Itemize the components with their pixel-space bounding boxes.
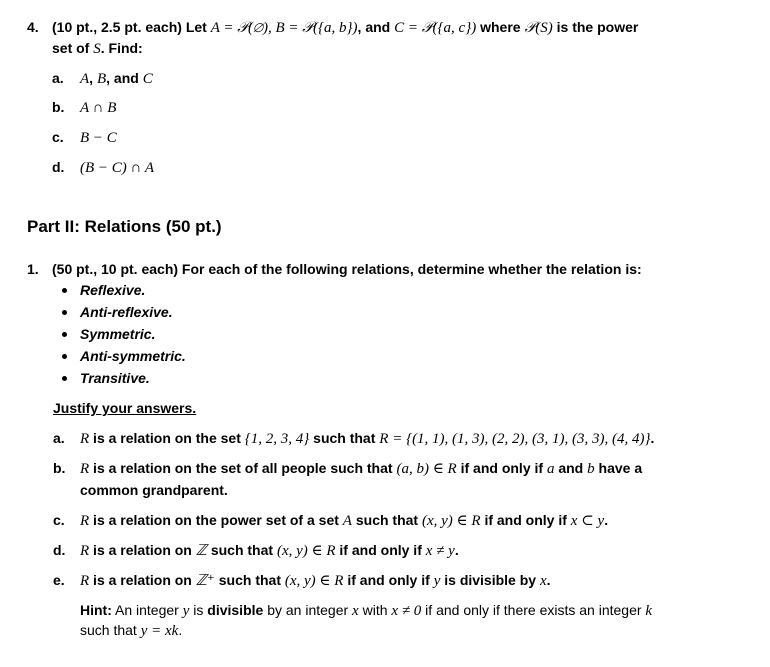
item-label: c. xyxy=(52,129,64,145)
math-expression: C = 𝒫({a, c}) xyxy=(394,20,477,36)
item-text xyxy=(80,98,116,117)
text-segment: , xyxy=(89,70,97,86)
math-expression: C xyxy=(142,71,153,87)
math-expression: ℤ⁺ xyxy=(195,573,215,589)
item-text xyxy=(80,429,654,448)
text-segment: is a relation on the set xyxy=(89,430,245,446)
text-segment: . xyxy=(454,542,459,558)
math-expression: A ∩ B xyxy=(80,100,117,116)
math-expression: y = xk xyxy=(140,623,179,639)
item-text xyxy=(80,158,154,177)
item-label: d. xyxy=(53,542,66,558)
bullet-icon xyxy=(62,354,67,359)
math-expression: (x, y) ∈ R xyxy=(276,543,336,559)
text-segment: such that xyxy=(351,512,422,528)
item-text xyxy=(80,571,551,590)
bullet-item: Anti-reflexive. xyxy=(80,304,173,320)
math-expression: x ≠ y xyxy=(425,543,455,559)
math-expression: A xyxy=(80,71,90,87)
math-expression: R xyxy=(80,573,90,589)
item-label: c. xyxy=(53,512,65,528)
math-expression: R xyxy=(80,513,90,529)
bullet-item: Symmetric. xyxy=(80,326,156,342)
math-expression: x ≠ 0 xyxy=(391,603,422,619)
text-segment: An integer xyxy=(111,602,183,618)
math-expression: (a, b) ∈ R xyxy=(396,461,457,477)
text-segment: such that xyxy=(214,572,285,588)
bullet-icon xyxy=(62,310,67,315)
justify-note: Justify your answers. xyxy=(53,400,197,416)
item-text xyxy=(80,128,117,147)
text-segment: set of xyxy=(52,40,94,56)
bullet-icon xyxy=(62,288,67,293)
text-segment: where xyxy=(476,19,525,35)
bullet-icon xyxy=(62,376,67,381)
question-number: 1. xyxy=(27,261,39,277)
math-expression: A xyxy=(342,513,352,529)
item-label: b. xyxy=(53,460,66,476)
math-expression: {1, 2, 3, 4} xyxy=(244,431,310,447)
text-segment: is the power xyxy=(552,19,639,35)
bullet-icon xyxy=(62,332,67,337)
item-label: a. xyxy=(53,430,65,446)
math-expression: ℤ xyxy=(195,543,207,559)
question-number: 4. xyxy=(27,19,39,35)
math-expression: a xyxy=(546,461,555,477)
text-segment: is a relation on xyxy=(89,572,196,588)
item-label: d. xyxy=(52,159,65,175)
math-expression: R xyxy=(80,543,90,559)
text-segment: is a relation on the power set of a set xyxy=(89,512,343,528)
text-segment: if and only if there exists an integer xyxy=(421,602,646,618)
text-segment: , and xyxy=(106,70,143,86)
text-segment: if and only if xyxy=(480,512,571,528)
math-expression: A = 𝒫(∅), B = 𝒫({a, b}) xyxy=(210,20,358,36)
question-text xyxy=(52,18,638,37)
text-segment: (50 pt., 10 pt. each) For each of the following relations, determine whether the relation is: xyxy=(52,261,642,277)
text-segment: divisible xyxy=(207,602,264,618)
math-expression: y xyxy=(182,603,190,619)
math-expression: B xyxy=(96,71,107,87)
text-segment: if and only if xyxy=(343,572,434,588)
math-expression: R = {(1, 1), (1, 3), (2, 2), (3, 1), (3, 3), (4, 4)} xyxy=(379,431,651,447)
math-expression: 𝒫(S) xyxy=(524,20,553,36)
text-segment: . Find: xyxy=(100,40,143,56)
text-segment: by an integer xyxy=(263,602,353,618)
math-expression: (B − C) ∩ A xyxy=(80,160,155,176)
text-segment: if and only if xyxy=(335,542,426,558)
text-segment: Hint: xyxy=(80,602,112,618)
text-segment: such that xyxy=(309,430,380,446)
text-segment: . xyxy=(604,512,609,528)
math-expression: b xyxy=(587,461,595,477)
text-segment: have a xyxy=(594,460,643,476)
item-text xyxy=(80,459,642,478)
math-expression: x xyxy=(352,603,359,619)
text-segment: is a relation on the set of all people such that xyxy=(89,460,397,476)
item-label: a. xyxy=(52,70,64,86)
text-segment: , and xyxy=(357,19,395,35)
item-label: b. xyxy=(52,99,65,115)
math-expression: S xyxy=(93,41,101,57)
text-segment: common grandparent. xyxy=(80,482,228,498)
math-expression: k xyxy=(645,603,653,619)
item-label: e. xyxy=(53,572,65,588)
bullet-item: Transitive. xyxy=(80,370,150,386)
math-expression: y xyxy=(433,573,441,589)
bullet-item: Anti-symmetric. xyxy=(80,348,186,364)
text-segment: . xyxy=(546,572,551,588)
math-expression: R xyxy=(80,461,90,477)
text-segment: . xyxy=(178,622,183,638)
question-text xyxy=(52,39,143,58)
text-segment: such that xyxy=(206,542,277,558)
text-segment: is divisible by xyxy=(440,572,540,588)
text-segment: if and only if xyxy=(456,460,547,476)
item-text xyxy=(80,511,608,530)
section-heading: Part II: Relations (50 pt.) xyxy=(27,217,222,236)
math-expression: (x, y) ∈ R xyxy=(284,573,344,589)
text-segment: is a relation on xyxy=(89,542,196,558)
text-segment: . xyxy=(650,430,655,446)
math-expression: B − C xyxy=(80,130,117,146)
item-text xyxy=(80,541,459,560)
item-text xyxy=(80,481,228,499)
hint-text xyxy=(80,601,652,620)
question-text xyxy=(52,260,642,278)
bullet-item: Reflexive. xyxy=(80,282,146,298)
text-segment: such that xyxy=(80,622,141,638)
hint-text xyxy=(80,621,182,640)
item-text xyxy=(80,69,153,88)
math-expression: x ⊂ y xyxy=(570,513,605,529)
text-segment: with xyxy=(358,602,392,618)
text-segment: (10 pt., 2.5 pt. each) Let xyxy=(52,19,211,35)
math-expression: (x, y) ∈ R xyxy=(421,513,481,529)
math-expression: R xyxy=(80,431,90,447)
text-segment: is xyxy=(189,602,208,618)
text-segment: and xyxy=(554,460,588,476)
math-expression: x xyxy=(539,573,547,589)
